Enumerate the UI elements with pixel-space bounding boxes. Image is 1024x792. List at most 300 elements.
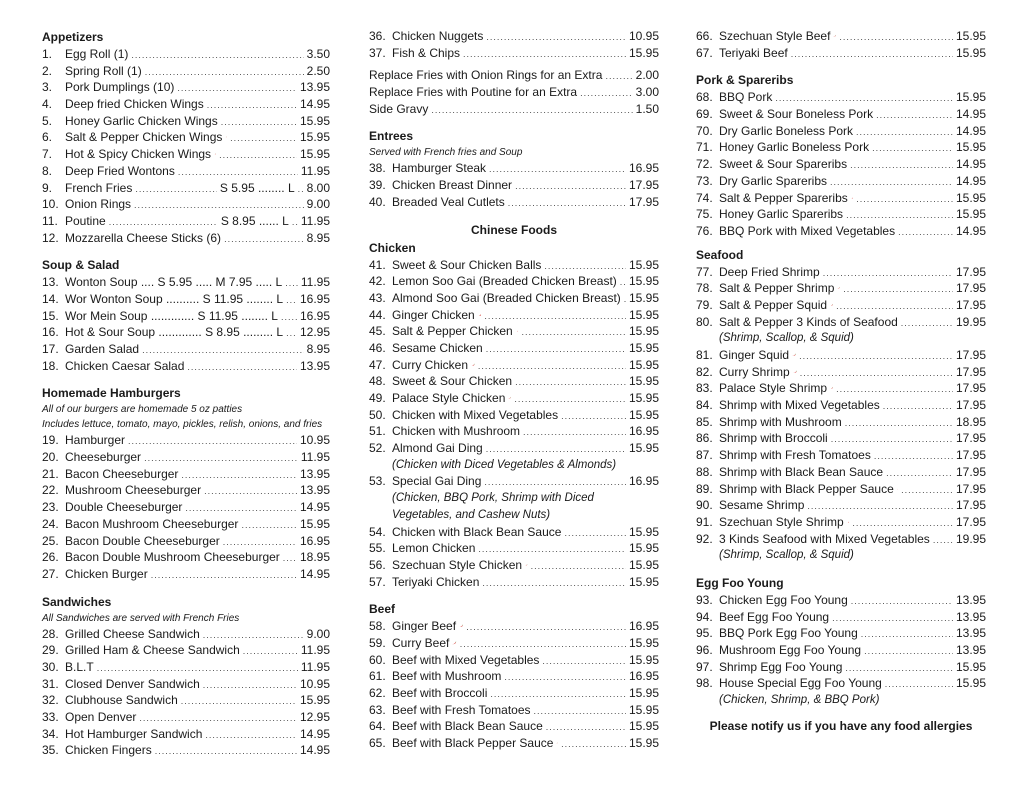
menu-item bbox=[369, 257, 659, 274]
dot-leader bbox=[286, 325, 297, 342]
section-heading: Egg Foo Young bbox=[696, 575, 784, 590]
menu-item bbox=[42, 566, 330, 583]
item-price: 15.95 bbox=[628, 357, 659, 372]
menu-item bbox=[696, 659, 986, 676]
spacer bbox=[42, 583, 330, 593]
dot-leader bbox=[856, 124, 953, 141]
item-price: 15.95 bbox=[628, 719, 659, 734]
dot-leader bbox=[508, 195, 626, 212]
item-number: 56. bbox=[369, 557, 386, 572]
menu-item bbox=[696, 264, 986, 281]
item-price: 17.95 bbox=[955, 498, 986, 513]
item-price: 17.95 bbox=[628, 178, 659, 193]
item-number: 23. bbox=[42, 500, 59, 515]
item-name: Bacon Double Mushroom Cheeseburger bbox=[65, 550, 280, 565]
item-number: 13. bbox=[42, 275, 59, 290]
item-number: 64. bbox=[369, 719, 386, 734]
item-price: 19.95 bbox=[955, 531, 986, 546]
menu-item bbox=[696, 380, 986, 397]
item-name: Almond Gai Ding bbox=[392, 441, 483, 456]
item-number: 36. bbox=[369, 29, 386, 43]
item-name: Beef with Black Pepper Sauce bbox=[392, 736, 554, 751]
item-name: Honey Garlic Spareribs bbox=[719, 207, 844, 222]
item-price: 14.95 bbox=[955, 173, 986, 188]
menu-item bbox=[42, 163, 330, 180]
dot-leader bbox=[800, 365, 953, 382]
dot-leader bbox=[241, 517, 297, 534]
menu-item bbox=[42, 516, 330, 533]
item-name: Lemon Chicken bbox=[392, 541, 476, 556]
spacer bbox=[42, 374, 330, 384]
menu-item bbox=[369, 28, 659, 45]
dot-leader bbox=[151, 567, 297, 584]
item-number: 78. bbox=[696, 281, 713, 296]
item-price: 11.95 bbox=[300, 659, 330, 674]
item-price: 13.95 bbox=[955, 643, 986, 657]
item-price: 15.95 bbox=[628, 702, 659, 717]
item-number: 60. bbox=[369, 652, 386, 667]
item-name: Sesame Shrimp bbox=[719, 498, 805, 513]
item-name: Sweet & Sour Boneless Pork bbox=[719, 107, 874, 122]
menu-item bbox=[42, 324, 330, 341]
item-number: 57. bbox=[369, 574, 386, 589]
item-number: 68. bbox=[696, 90, 713, 105]
item-name: Breaded Veal Cutlets bbox=[392, 194, 505, 209]
menu-item bbox=[696, 347, 986, 364]
item-price: 17.95 bbox=[955, 364, 986, 379]
item-number: 72. bbox=[696, 157, 713, 172]
item-name: Beef with Broccoli bbox=[392, 686, 488, 700]
item-name: Chicken Egg Foo Young bbox=[719, 592, 848, 607]
menu-item bbox=[369, 702, 659, 719]
menu-column-2 bbox=[369, 28, 659, 752]
item-price: 8.00 bbox=[306, 180, 330, 195]
item-number: 9. bbox=[42, 180, 53, 195]
item-number: 4. bbox=[42, 97, 53, 112]
menu-item bbox=[42, 676, 330, 693]
item-price: 18.95 bbox=[299, 550, 330, 565]
item-name: Ginger Beef bbox=[392, 619, 457, 634]
item-number: 38. bbox=[369, 161, 386, 176]
menu-item bbox=[369, 668, 659, 685]
chili-pepper-icon bbox=[516, 327, 519, 335]
menu-item bbox=[696, 481, 986, 498]
menu-item bbox=[369, 160, 659, 177]
item-name: Beef Egg Foo Young bbox=[719, 609, 830, 624]
dot-leader bbox=[489, 161, 626, 178]
dot-leader bbox=[876, 107, 953, 124]
dot-leader bbox=[460, 636, 626, 653]
item-number: 25. bbox=[42, 533, 59, 548]
item-number: 1. bbox=[42, 47, 53, 61]
item-number: 30. bbox=[42, 659, 59, 674]
dot-leader bbox=[807, 498, 953, 515]
item-name: Beef with Fresh Tomatoes bbox=[392, 702, 531, 717]
item-number: 49. bbox=[369, 391, 386, 405]
item-name: Grilled Cheese Sandwich bbox=[65, 626, 200, 641]
dot-leader bbox=[523, 424, 626, 441]
item-price: 15.95 bbox=[955, 659, 986, 674]
item-number: 34. bbox=[42, 726, 59, 741]
menu-item bbox=[369, 390, 659, 407]
item-name: Dry Garlic Boneless Pork bbox=[719, 123, 854, 138]
chili-pepper-icon bbox=[225, 133, 227, 141]
item-name: Lemon Soo Gai (Breaded Chicken Breast) bbox=[392, 274, 617, 289]
chili-pepper-icon bbox=[830, 301, 833, 309]
menu-item bbox=[369, 652, 659, 669]
item-number: 76. bbox=[696, 223, 713, 238]
menu-item bbox=[42, 642, 330, 659]
menu-item bbox=[369, 194, 659, 211]
chili-pepper-icon bbox=[847, 518, 850, 526]
item-number: 59. bbox=[369, 635, 386, 650]
menu-item bbox=[42, 358, 330, 375]
item-number: 58. bbox=[369, 619, 386, 634]
menu-item bbox=[696, 397, 986, 414]
item-name: Ginger Squid bbox=[719, 348, 790, 362]
item-number: 95. bbox=[696, 626, 713, 641]
item-price: 16.95 bbox=[299, 533, 330, 548]
dot-leader bbox=[484, 308, 626, 325]
dot-leader bbox=[791, 46, 953, 63]
item-number: 3. bbox=[42, 80, 53, 95]
menu-item bbox=[42, 146, 330, 163]
dot-leader bbox=[845, 415, 953, 432]
dot-leader bbox=[856, 191, 953, 208]
chili-pepper-icon bbox=[830, 384, 833, 392]
menu-item bbox=[42, 549, 330, 566]
item-description: (Shrimp, Scallop, & Squid) bbox=[719, 549, 854, 562]
item-name: French Fries bbox=[65, 180, 133, 195]
category-title: Chinese Foods bbox=[470, 222, 557, 237]
menu-item bbox=[369, 574, 659, 591]
item-description: (Chicken with Diced Vegetables & Almonds) bbox=[392, 458, 617, 471]
dot-leader bbox=[181, 693, 297, 710]
item-number: 71. bbox=[696, 140, 713, 155]
dot-leader bbox=[832, 610, 953, 627]
item-number: 61. bbox=[369, 669, 386, 684]
item-price: 15.95 bbox=[628, 257, 659, 272]
section-note: Served with French fries and Soup bbox=[369, 147, 523, 159]
item-price: 14.95 bbox=[299, 743, 330, 758]
dot-leader bbox=[836, 298, 953, 315]
menu-item bbox=[369, 635, 659, 652]
item-price: 19.95 bbox=[955, 314, 986, 329]
item-number: 84. bbox=[696, 398, 713, 413]
item-name: Side Gravy bbox=[369, 101, 429, 116]
item-price: 13.95 bbox=[955, 609, 986, 624]
item-number: 18. bbox=[42, 358, 59, 373]
item-price: 13.95 bbox=[955, 626, 986, 641]
menu-item bbox=[42, 63, 330, 80]
item-number: 17. bbox=[42, 342, 59, 356]
item-name: Shrimp with Black Pepper Sauce bbox=[719, 481, 894, 496]
dot-leader bbox=[852, 515, 953, 532]
item-name: Mushroom Cheeseburger bbox=[65, 483, 202, 498]
item-name: Deep fried Chicken Wings bbox=[65, 97, 204, 112]
item-name: Beef with Black Bean Sauce bbox=[392, 719, 543, 734]
dot-leader bbox=[561, 736, 626, 753]
dot-leader bbox=[144, 450, 298, 467]
item-price: 8.95 bbox=[306, 230, 330, 245]
dot-leader bbox=[561, 408, 626, 425]
section-heading: Chicken bbox=[369, 240, 416, 255]
section-note: All of our burgers are homemade 5 oz patties bbox=[42, 404, 243, 416]
menu-item bbox=[696, 497, 986, 514]
item-name: Double Cheeseburger bbox=[65, 500, 183, 515]
item-number: 47. bbox=[369, 357, 386, 372]
item-number: 96. bbox=[696, 643, 713, 657]
menu-item bbox=[369, 557, 659, 574]
item-price: 14.95 bbox=[955, 223, 986, 238]
item-number: 16. bbox=[42, 325, 59, 340]
item-name: Chicken Caesar Salad bbox=[65, 358, 185, 373]
item-price: 15.95 bbox=[628, 524, 659, 539]
dot-leader bbox=[204, 483, 297, 500]
item-price: 17.95 bbox=[955, 398, 986, 413]
dot-leader bbox=[521, 324, 626, 341]
menu-item bbox=[369, 177, 659, 194]
menu-item bbox=[369, 618, 659, 635]
dot-leader bbox=[221, 114, 297, 131]
menu-item bbox=[696, 675, 986, 692]
dot-leader bbox=[298, 181, 304, 198]
menu-item bbox=[42, 742, 330, 759]
dot-leader bbox=[799, 348, 953, 365]
dot-leader bbox=[205, 727, 297, 744]
item-number: 20. bbox=[42, 450, 59, 465]
item-price: 15.95 bbox=[628, 324, 659, 339]
item-number: 86. bbox=[696, 431, 713, 446]
item-number: 80. bbox=[696, 314, 713, 329]
item-price: 15.95 bbox=[628, 541, 659, 556]
dot-leader bbox=[178, 164, 298, 181]
dot-leader bbox=[478, 358, 626, 375]
chili-pepper-icon bbox=[792, 351, 796, 359]
item-price: 14.95 bbox=[955, 107, 986, 122]
menu-item bbox=[42, 341, 330, 358]
item-number: 81. bbox=[696, 348, 713, 362]
menu-item bbox=[42, 113, 330, 130]
item-price: 16.95 bbox=[628, 474, 659, 489]
dot-leader bbox=[883, 398, 953, 415]
menu-item bbox=[696, 531, 986, 548]
item-name: BBQ Pork Egg Foo Young bbox=[719, 626, 858, 641]
menu-item bbox=[696, 206, 986, 223]
menu-column-1 bbox=[42, 28, 330, 759]
section-heading: Sandwiches bbox=[42, 594, 112, 609]
item-number: 42. bbox=[369, 274, 386, 289]
menu-item bbox=[696, 592, 986, 609]
item-name: Szechuan Style Shrimp bbox=[719, 514, 844, 529]
item-number: 44. bbox=[369, 307, 386, 322]
dot-leader bbox=[223, 534, 297, 551]
dot-leader bbox=[466, 619, 626, 636]
item-number: 14. bbox=[42, 291, 59, 306]
menu-item bbox=[42, 180, 330, 197]
item-number: 69. bbox=[696, 107, 713, 122]
item-name: Bacon Double Cheeseburger bbox=[65, 533, 220, 548]
dot-leader bbox=[185, 500, 297, 517]
item-name: Salt & Pepper Squid bbox=[719, 297, 828, 312]
menu-item bbox=[42, 449, 330, 466]
menu-column-3 bbox=[696, 28, 986, 733]
item-price: 16.95 bbox=[299, 308, 330, 323]
menu-item bbox=[369, 323, 659, 340]
item-number: 10. bbox=[42, 197, 59, 212]
dot-leader bbox=[203, 627, 304, 644]
item-number: 6. bbox=[42, 130, 53, 145]
item-name: Chicken Nuggets bbox=[392, 29, 484, 43]
item-name: Beef with Mushroom bbox=[392, 669, 502, 684]
item-price: 10.95 bbox=[299, 433, 330, 448]
chili-pepper-icon bbox=[471, 361, 475, 369]
menu-item bbox=[369, 290, 659, 307]
item-price: 10.95 bbox=[299, 676, 330, 691]
item-number: 91. bbox=[696, 514, 713, 529]
item-price: 15.95 bbox=[955, 190, 986, 205]
dot-leader bbox=[546, 719, 626, 736]
dot-leader bbox=[531, 558, 626, 575]
item-price: 15.95 bbox=[628, 374, 659, 389]
dot-leader bbox=[219, 147, 297, 164]
item-number: 5. bbox=[42, 113, 53, 128]
dot-leader bbox=[486, 441, 626, 458]
item-name: Salt & Pepper Spareribs bbox=[719, 190, 848, 205]
item-name: Chicken with Mixed Vegetables bbox=[392, 407, 559, 422]
item-price: 15.95 bbox=[628, 736, 659, 751]
dot-leader bbox=[933, 532, 953, 549]
spacer bbox=[369, 117, 659, 127]
item-number: 50. bbox=[369, 407, 386, 422]
item-number: 67. bbox=[696, 45, 713, 60]
item-name: Shrimp with Black Bean Sauce bbox=[719, 464, 884, 479]
section-heading: Beef bbox=[369, 602, 396, 617]
item-number: 26. bbox=[42, 550, 59, 565]
item-price: 11.95 bbox=[300, 643, 330, 658]
section-note: All Sandwiches are served with French Fries bbox=[42, 612, 240, 624]
item-number: 48. bbox=[369, 374, 386, 389]
item-price: 15.95 bbox=[628, 441, 659, 456]
item-name: Deep Fried Wontons bbox=[65, 163, 175, 178]
item-price: 13.95 bbox=[299, 466, 330, 481]
item-price: 15.95 bbox=[299, 516, 330, 531]
item-number: 19. bbox=[42, 433, 59, 448]
item-price: 14.95 bbox=[299, 566, 330, 581]
item-price: 12.95 bbox=[299, 710, 330, 724]
dot-leader bbox=[486, 29, 626, 46]
menu-item bbox=[696, 223, 986, 240]
allergy-notice: Please notify us if you have any food allergies bbox=[709, 718, 973, 733]
menu-item bbox=[369, 440, 659, 457]
dot-leader bbox=[281, 309, 297, 326]
item-price: 15.95 bbox=[628, 307, 659, 322]
item-name: Salt & Pepper 3 Kinds of Seafood bbox=[719, 314, 898, 329]
menu-item bbox=[696, 447, 986, 464]
item-number: 63. bbox=[369, 702, 386, 717]
menu-item bbox=[696, 89, 986, 106]
chili-pepper-icon bbox=[851, 194, 854, 202]
item-price: 17.95 bbox=[955, 348, 986, 362]
item-name: Ginger Chicken bbox=[392, 307, 475, 322]
menu-item bbox=[696, 106, 986, 123]
item-name: Shrimp with Fresh Tomatoes bbox=[719, 448, 871, 463]
item-name: Honey Garlic Chicken Wings bbox=[65, 113, 218, 128]
menu-item bbox=[696, 173, 986, 190]
item-description: Vegetables, and Cashew Nuts) bbox=[392, 508, 551, 521]
item-number: 33. bbox=[42, 710, 59, 724]
item-price: 15.95 bbox=[628, 290, 659, 305]
item-price: 14.95 bbox=[299, 500, 330, 515]
menu-item bbox=[42, 659, 330, 676]
item-price: 17.95 bbox=[955, 297, 986, 312]
dot-leader bbox=[181, 467, 297, 484]
item-number: 43. bbox=[369, 290, 386, 305]
dot-leader bbox=[292, 214, 298, 231]
item-price: 10.95 bbox=[628, 29, 659, 43]
dot-leader bbox=[830, 174, 953, 191]
item-price: 9.00 bbox=[306, 197, 330, 212]
item-name: Chicken Fingers bbox=[65, 743, 152, 758]
item-name: Special Gai Ding bbox=[392, 474, 482, 489]
item-number: 40. bbox=[369, 194, 386, 209]
menu-item bbox=[42, 726, 330, 743]
dot-leader bbox=[243, 643, 298, 660]
spacer bbox=[369, 211, 659, 221]
item-name: Salt & Pepper Chicken Wings bbox=[65, 130, 223, 145]
item-name: Honey Garlic Boneless Pork bbox=[719, 140, 870, 155]
item-name: Shrimp Egg Foo Young bbox=[719, 659, 843, 674]
menu-item bbox=[42, 213, 330, 230]
dot-leader bbox=[544, 258, 626, 275]
item-number: 8. bbox=[42, 163, 53, 178]
item-name: Chicken with Black Bean Sauce bbox=[392, 524, 562, 539]
item-price: 11.95 bbox=[300, 163, 330, 178]
item-price: 16.95 bbox=[628, 619, 659, 634]
menu-item bbox=[369, 67, 659, 84]
item-name: Beef with Mixed Vegetables bbox=[392, 652, 540, 667]
dot-leader bbox=[580, 85, 633, 102]
item-price: 15.95 bbox=[955, 45, 986, 60]
item-price: 16.95 bbox=[299, 291, 330, 306]
item-name: Szechuan Style Beef bbox=[719, 29, 831, 43]
item-number: 77. bbox=[696, 264, 713, 279]
item-price: 14.95 bbox=[299, 97, 330, 112]
item-number: 51. bbox=[369, 424, 386, 439]
menu-item bbox=[42, 466, 330, 483]
dot-leader bbox=[283, 550, 297, 567]
item-size-options: S 5.95 ........ L bbox=[219, 180, 295, 195]
menu-item bbox=[696, 28, 986, 45]
item-price: 15.95 bbox=[628, 391, 659, 405]
menu-item bbox=[369, 540, 659, 557]
item-number: 66. bbox=[696, 29, 713, 43]
item-name: Szechuan Style Chicken bbox=[392, 557, 523, 572]
item-number: 73. bbox=[696, 173, 713, 188]
item-name: Grilled Ham & Cheese Sandwich bbox=[65, 643, 240, 658]
item-name: Sweet & Sour Spareribs bbox=[719, 157, 848, 172]
dot-leader bbox=[898, 224, 953, 241]
item-number: 41. bbox=[369, 257, 386, 272]
item-name: Fish & Chips bbox=[392, 45, 461, 60]
menu-item bbox=[42, 46, 330, 63]
dot-leader bbox=[620, 274, 626, 291]
item-price: 13.95 bbox=[299, 483, 330, 498]
item-price: 17.95 bbox=[955, 381, 986, 396]
item-name: Clubhouse Sandwich bbox=[65, 693, 178, 708]
dot-leader bbox=[542, 653, 626, 670]
item-name: Poutine bbox=[65, 213, 106, 228]
